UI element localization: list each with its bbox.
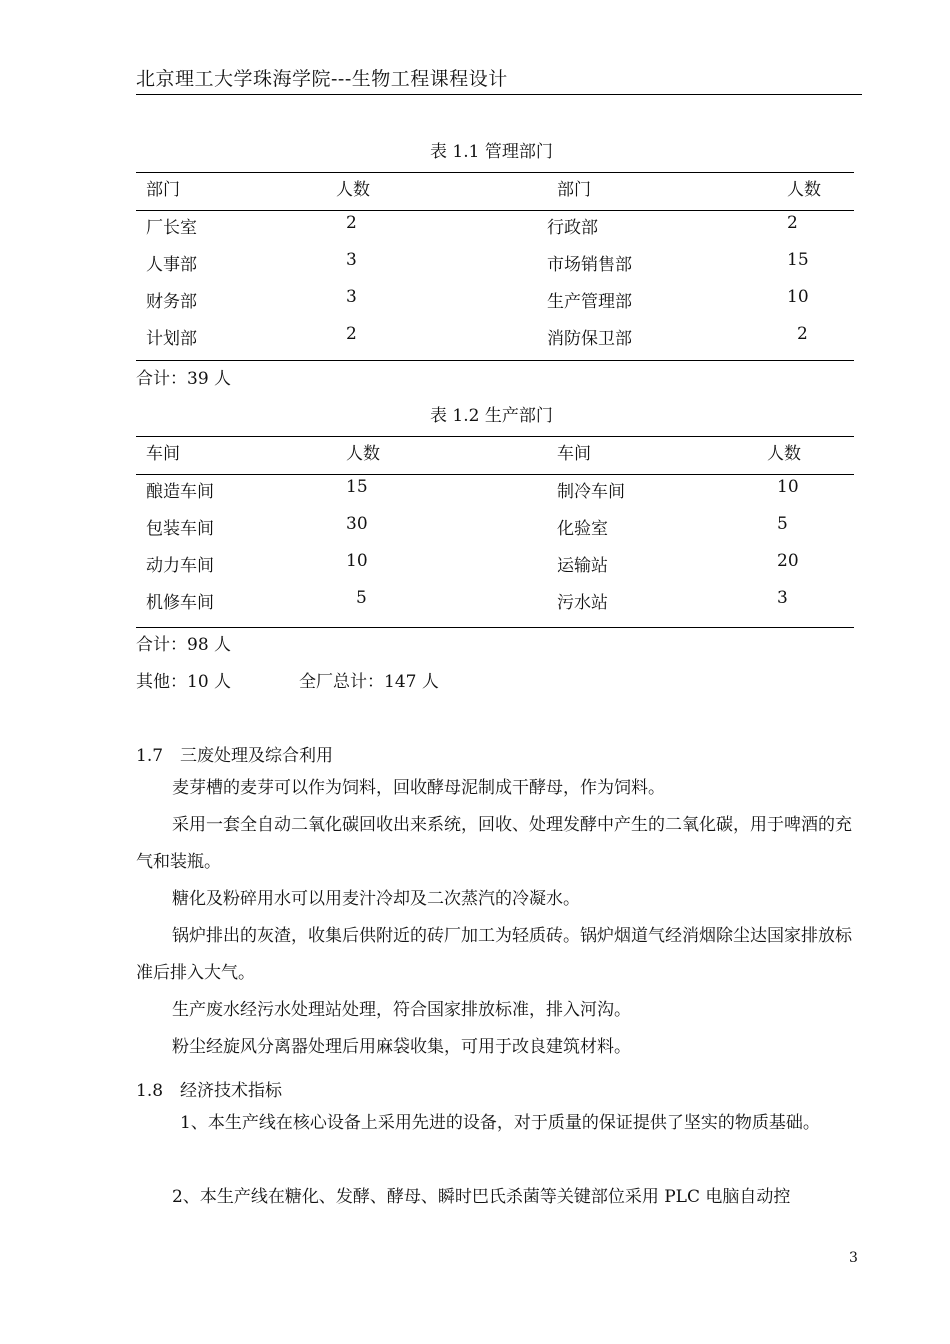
table2-cell: 运输站 [557, 556, 608, 576]
paragraph: 采用一套全自动二氧化碳回收出来系统，回收、处理发酵中产生的二氧化碳，用于啤酒的充气和装瓶。 [136, 815, 852, 872]
table2-cell: 机修车间 [146, 593, 214, 613]
table2-header-cell: 人数 [346, 444, 380, 464]
table2-cell: 制冷车间 [557, 482, 625, 502]
table2-header-cell: 车间 [146, 444, 180, 464]
table1-caption: 表 1.1 管理部门 [430, 142, 553, 162]
table2-header-cell: 人数 [767, 444, 801, 464]
section-heading: 1.8 经济技术指标 [136, 1081, 283, 1101]
table1-cell: 计划部 [146, 329, 197, 349]
table1-cell: 生产管理部 [547, 292, 632, 312]
table2-top-rule [136, 436, 854, 437]
section-heading: 1.7 三废处理及综合利用 [136, 746, 334, 766]
paragraph: 粉尘经旋风分离器处理后用麻袋收集，可用于改良建筑材料。 [172, 1037, 631, 1057]
table1-header-cell: 人数 [336, 180, 370, 200]
table2-cell: 20 [777, 551, 799, 571]
table1-header-cell: 部门 [557, 180, 591, 200]
table2-cell: 化验室 [557, 519, 608, 539]
table1-cell: 2 [787, 213, 798, 233]
table1-cell: 厂长室 [146, 218, 197, 238]
table2-cell: 酿造车间 [146, 482, 214, 502]
table2-cell: 30 [346, 514, 368, 534]
table1-header-cell: 人数 [787, 180, 821, 200]
table1-cell: 行政部 [547, 218, 598, 238]
table1-cell: 人事部 [146, 255, 197, 275]
table2-header-cell: 车间 [557, 444, 591, 464]
table1-cell: 2 [797, 324, 808, 344]
table1-cell: 2 [346, 324, 357, 344]
table2-cell: 5 [777, 514, 788, 534]
document-header: 北京理工大学珠海学院---生物工程课程设计 [136, 68, 508, 90]
other-staff: 其他：10 人 [136, 672, 232, 692]
page-number: 3 [849, 1250, 858, 1266]
table1-cell: 市场销售部 [547, 255, 632, 275]
header-rule [136, 94, 862, 95]
table1-header-cell: 部门 [146, 180, 180, 200]
table1-cell: 2 [346, 213, 357, 233]
table1-cell: 15 [787, 250, 809, 270]
table1-total: 合计：39 人 [136, 369, 232, 389]
table1-bottom-rule [136, 360, 854, 361]
table1-cell: 消防保卫部 [547, 329, 632, 349]
table2-cell: 5 [356, 588, 367, 608]
paragraph: 锅炉排出的灰渣，收集后供附近的砖厂加工为轻质砖。锅炉烟道气经消烟除尘达国家排放标准后排入大气。 [136, 926, 852, 983]
paragraph: 麦芽槽的麦芽可以作为饲料，回收酵母泥制成干酵母，作为饲料。 [172, 778, 665, 798]
table2-cell: 10 [346, 551, 368, 571]
table2-cell: 3 [777, 588, 788, 608]
grand-total: 全厂总计：147 人 [299, 672, 439, 692]
table2-header-rule [136, 474, 854, 475]
table1-cell: 3 [346, 287, 357, 307]
table2-cell: 污水站 [557, 593, 608, 613]
table2-total: 合计：98 人 [136, 635, 232, 655]
table1-top-rule [136, 172, 854, 173]
table1-header-rule [136, 210, 854, 211]
table2-cell: 包装车间 [146, 519, 214, 539]
paragraph: 生产废水经污水处理站处理，符合国家排放标准，排入河沟。 [172, 1000, 631, 1020]
table2-cell: 15 [346, 477, 368, 497]
table1-cell: 10 [787, 287, 809, 307]
table2-bottom-rule [136, 627, 854, 628]
table1-cell: 3 [346, 250, 357, 270]
paragraph: 1、本生产线在核心设备上采用先进的设备，对于质量的保证提供了坚实的物质基础。 [180, 1113, 820, 1133]
table2-cell: 10 [777, 477, 799, 497]
table2-cell: 动力车间 [146, 556, 214, 576]
table2-caption: 表 1.2 生产部门 [430, 406, 553, 426]
paragraph: 糖化及粉碎用水可以用麦汁冷却及二次蒸汽的冷凝水。 [172, 889, 580, 909]
table1-cell: 财务部 [146, 292, 197, 312]
paragraph: 2、本生产线在糖化、发酵、酵母、瞬时巴氏杀菌等关键部位采用 PLC 电脑自动控 [172, 1187, 791, 1207]
